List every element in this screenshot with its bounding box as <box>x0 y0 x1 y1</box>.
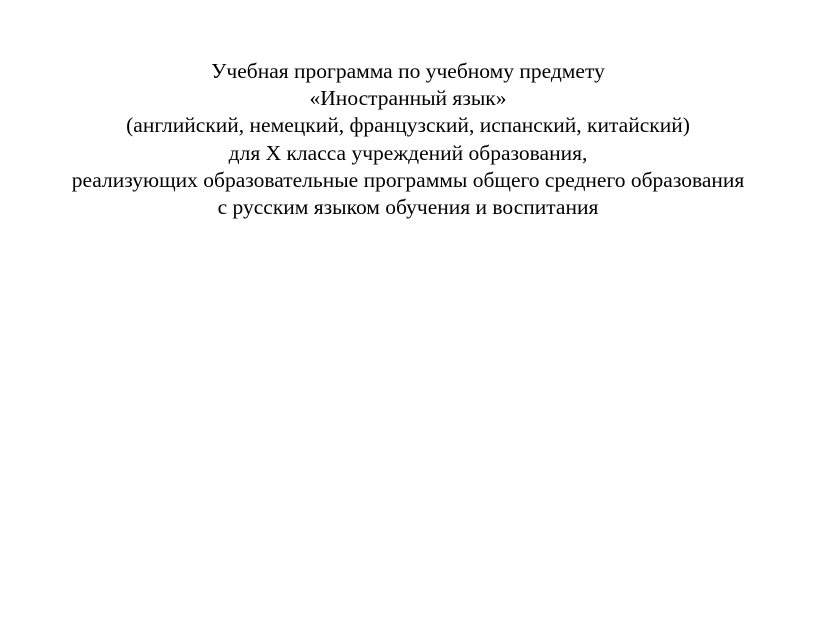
title-line-6: с русским языком обучения и воспитания <box>217 195 599 220</box>
document-title <box>0 58 816 221</box>
title-line-2: «Иностранный язык» <box>309 86 507 111</box>
title-line-3: (английский, немецкий, французский, испанский, китайский) <box>126 113 690 138</box>
title-line-5: реализующих образовательные программы общего среднего образования <box>71 167 745 192</box>
title-line-1: Учебная программа по учебному предмету <box>211 59 605 83</box>
title-line-4: для X класса учреждений образования, <box>228 140 588 165</box>
